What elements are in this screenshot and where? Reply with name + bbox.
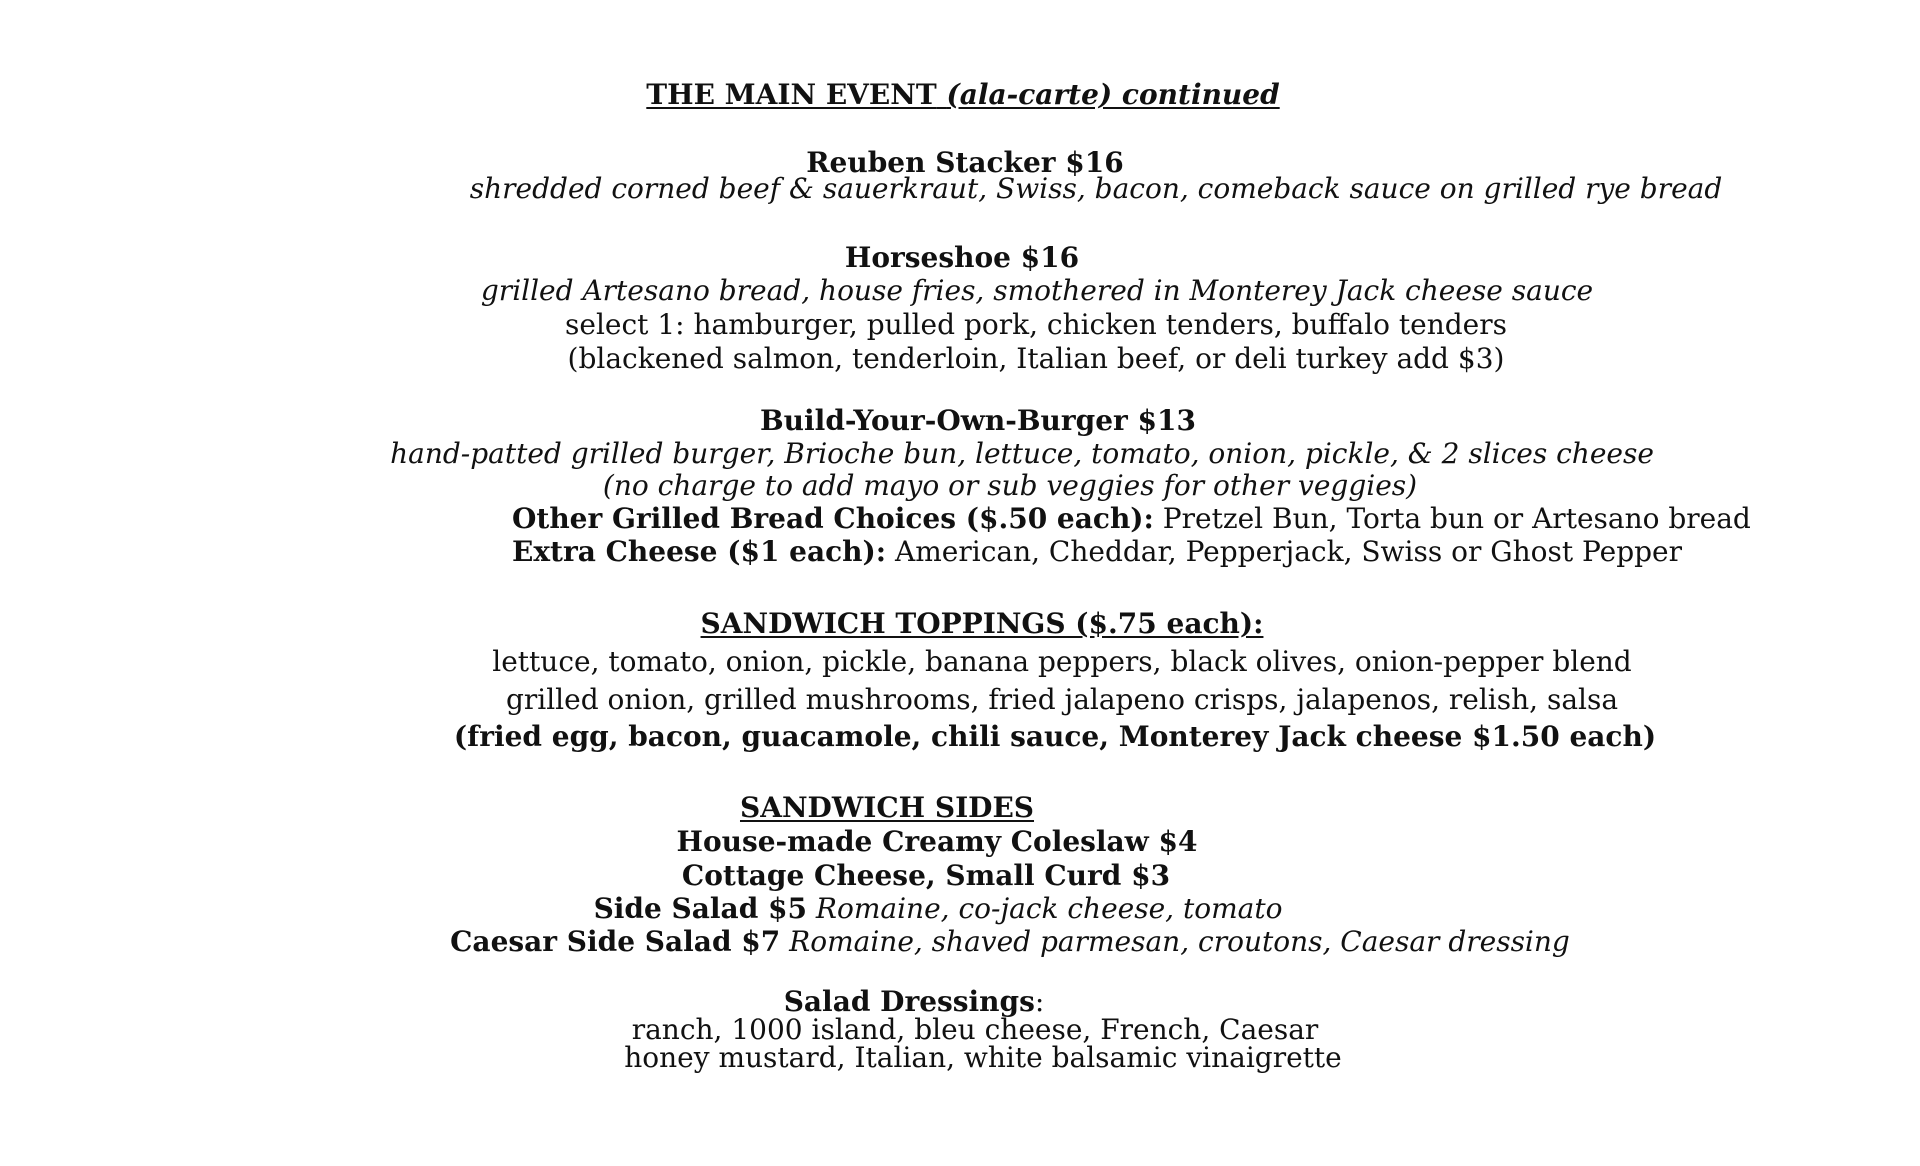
side-coleslaw: House-made Creamy Coleslaw $4 xyxy=(676,825,1198,858)
extra-cheese-label: Extra Cheese ($1 each): xyxy=(512,535,887,568)
reuben-title: Reuben Stacker $16 xyxy=(806,146,1124,179)
horseshoe-description: grilled Artesano bread, house fries, smothered in Monterey Jack cheese sauce xyxy=(480,274,1594,307)
burger-description: hand-patted grilled burger, Brioche bun, lettuce, tomato, onion, pickle, & 2 slices cheese xyxy=(390,437,1654,470)
main-event-heading xyxy=(646,78,1279,112)
dressings-heading-colon: : xyxy=(1034,985,1045,1018)
dressings-heading: Salad Dressings xyxy=(783,985,1035,1018)
bread-choices-options: Pretzel Bun, Torta bun or Artesano bread xyxy=(1153,502,1751,535)
caesar-salad-label: Caesar Side Salad $7 xyxy=(450,925,781,958)
toppings-line-2: grilled onion, grilled mushrooms, fried jalapeno crisps, jalapenos, relish, salsa xyxy=(505,683,1619,716)
bread-choices-label: Other Grilled Bread Choices ($.50 each): xyxy=(512,502,1154,535)
toppings-line-3: (fried egg, bacon, guacamole, chili sauce, Monterey Jack cheese $1.50 each) xyxy=(453,720,1657,753)
side-cottage-cheese: Cottage Cheese, Small Curd $3 xyxy=(681,859,1171,892)
side-salad-line xyxy=(594,892,1283,926)
extra-cheese-options: American, Cheddar, Pepperjack, Swiss or Ghost Pepper xyxy=(886,535,1682,568)
toppings-heading: SANDWICH TOPPINGS ($.75 each): xyxy=(700,607,1264,640)
horseshoe-select-line: select 1: hamburger, pulled pork, chicken tenders, buffalo tenders xyxy=(565,308,1507,341)
extra-cheese-line xyxy=(512,535,1682,569)
sides-heading: SANDWICH SIDES xyxy=(739,791,1035,824)
side-salad-description: Romaine, co-jack cheese, tomato xyxy=(807,892,1283,925)
main-event-heading-italic: (ala-carte) continued xyxy=(946,78,1280,111)
caesar-salad-description: Romaine, shaved parmesan, croutons, Caesar dressing xyxy=(780,925,1570,958)
horseshoe-title: Horseshoe $16 xyxy=(844,241,1080,274)
dressings-line-1: ranch, 1000 island, bleu cheese, French, Caesar xyxy=(631,1013,1319,1046)
toppings-line-1: lettuce, tomato, onion, pickle, banana peppers, black olives, onion-pepper blend xyxy=(492,645,1632,678)
reuben-description: shredded corned beef & sauerkraut, Swiss, bacon, comeback sauce on grilled rye bread xyxy=(469,172,1723,205)
dressings-line-2: honey mustard, Italian, white balsamic vinaigrette xyxy=(624,1041,1342,1074)
horseshoe-addon-line: (blackened salmon, tenderloin, Italian beef, or deli turkey add $3) xyxy=(567,342,1505,375)
main-event-heading-text: THE MAIN EVENT xyxy=(646,78,937,111)
burger-note: (no charge to add mayo or sub veggies for other veggies) xyxy=(602,469,1418,502)
burger-title: Build-Your-Own-Burger $13 xyxy=(760,404,1196,437)
caesar-salad-line xyxy=(450,925,1570,959)
bread-choices-line xyxy=(512,502,1751,536)
side-salad-label: Side Salad $5 xyxy=(593,892,807,925)
